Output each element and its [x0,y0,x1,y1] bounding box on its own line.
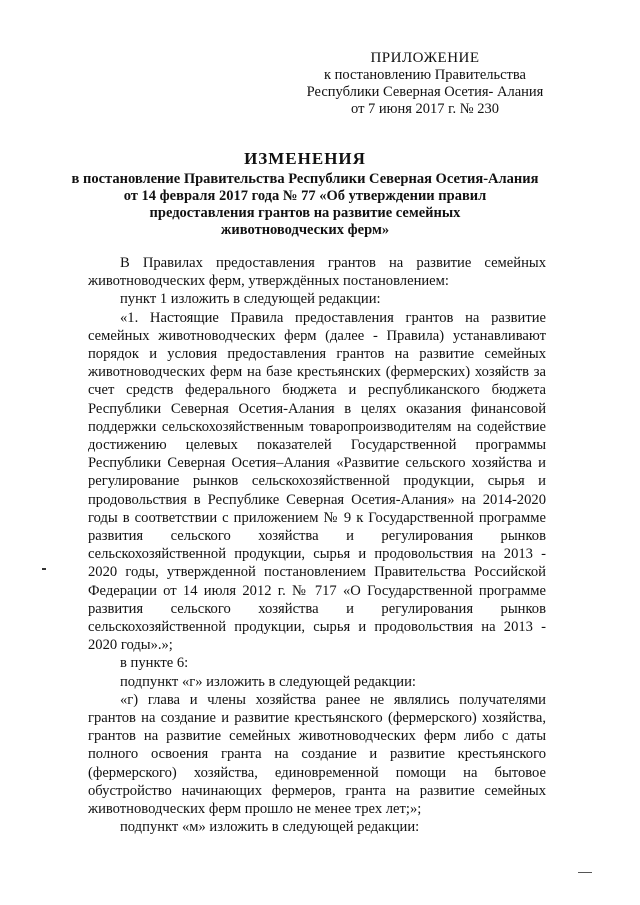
appendix-line-resolution: к постановлению Правительства [324,67,526,83]
appendix-line-republic: Республики Северная Осетия- Алания [306,84,544,100]
paragraph-point-1: пункт 1 изложить в следующей редакции: [120,291,381,308]
paragraph-subpoint-m: подпункт «м» изложить в следующей редакции: [120,819,420,836]
title-heading: ИЗМЕНЕНИЯ [244,149,366,168]
paragraph-subpoint-g-text: «г) глава и члены хозяйства ранее не являлись получателями грантов на создание и развитие крестьянского (фермерского) хозяйства, грантов на развитие семейных животноводческих ферм либо с даты полного освоения гранта на создание и развитие крестьянского (фермерского) хозяйства, единовременной помощи на бытовое обустройство начинающих фермеров, гранта на развитие семейных животноводческих ферм прошло не менее трех лет;»; [88,691,546,818]
document-body [88,254,546,837]
title-line-4: предоставления грантов на развитие семейных [149,205,461,221]
scan-mark [578,872,592,873]
paragraph-intro: В Правилах предоставления грантов на развитие семейных животноводческих ферм, утверждённых постановлением: [88,255,546,290]
title-line-5: животноводческих ферм» [220,222,390,238]
appendix-line-date: от 7 июня 2017 г. № 230 [351,101,499,117]
appendix-title: ПРИЛОЖЕНИЕ [370,50,480,66]
title-line-3: от 14 февраля 2017 года № 77 «Об утверждении правил [123,188,487,204]
document-title [55,150,555,239]
paragraph-subpoint-g: подпункт «г» изложить в следующей редакции: [120,673,416,690]
scan-mark [42,568,46,570]
paragraph-point-6: в пункте 6: [120,655,189,672]
paragraph-point-1-text: «1. Настоящие Правила предоставления грантов на развитие семейных животноводческих ферм (далее - Правила) устанавливают порядок и условия предоставления грантов на развитие семейных животноводческих ферм на базе крестьянских (фермерских) хозяйств за счет средств федерального бюджета и республиканского бюджета Республики Северная Осетия-Алания в целях оказания финансовой поддержки сельскохозяйственным товаропроизводителям на содействие достижению целевых показателей Государственной программы Республики Северная Осетия–Алания «Развитие сельского хозяйства и регулирование рынков сельскохозяйственной продукции, сырья и продовольствия в Республике Северная Осетия-Алания» на 2014-2020 годы в соответствии с приложением № 9 к Государственной программе развития сельского хозяйства и регулирования рынков сельскохозяйственной продукции, сырья и продовольствия на 2013 - 2020 годы, утвержденной постановлением Правительства Российской Федерации от 14 июля 2012 г. № 717 «О Государственной программе развития сельского хозяйства и регулирования рынков сельскохозяйственной продукции, сырья и продовольствия на 2013 - 2020 годы».»; [88,309,546,654]
appendix-header [300,50,550,118]
title-line-2: в постановление Правительства Республики Северная Осетия-Алания [71,171,539,187]
